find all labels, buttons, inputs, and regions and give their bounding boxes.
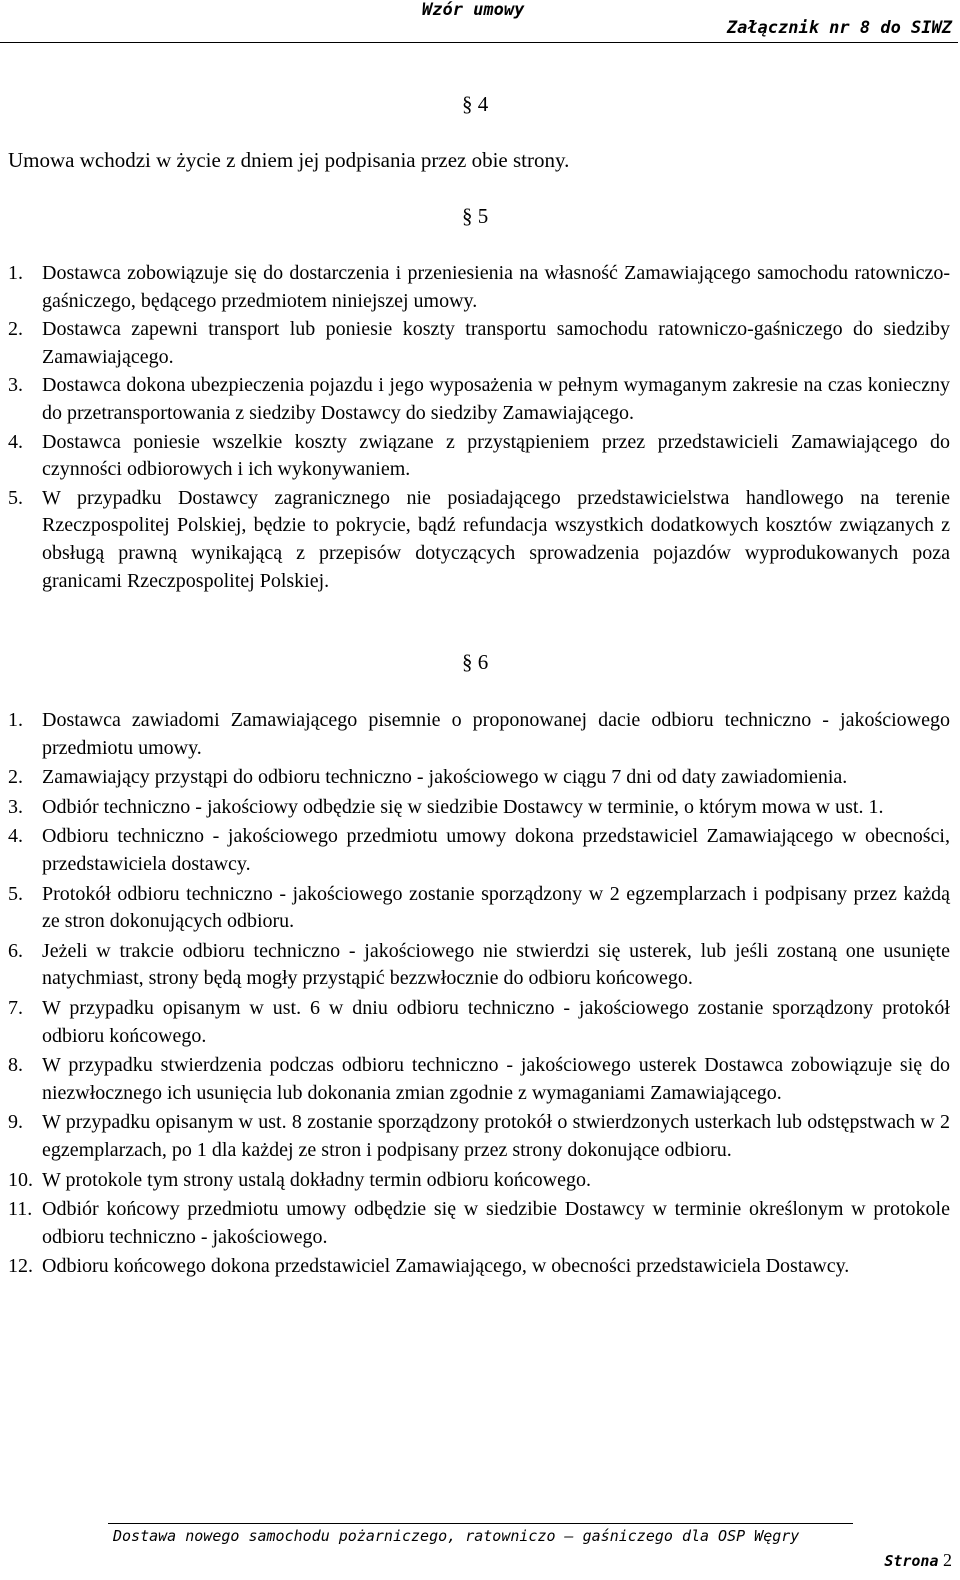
item-text: Odbioru techniczno - jakościowego przedmiotu umowy dokona przedstawiciel Zamawiającego w obecności, przedstawiciela dostawcy. xyxy=(42,825,950,875)
list-item xyxy=(8,316,950,371)
page-header xyxy=(0,0,960,44)
item-text: Odbioru końcowego dokona przedstawiciel Zamawiającego, w obecności przedstawiciela Dostawcy. xyxy=(42,1255,850,1278)
list-item xyxy=(8,1167,950,1195)
item-number: 4. xyxy=(8,825,23,848)
list-item xyxy=(8,429,950,484)
item-number: 4. xyxy=(8,430,23,453)
list-item xyxy=(8,485,950,595)
section-heading-5: § 5 xyxy=(462,204,489,228)
section-6-list xyxy=(8,707,950,1281)
item-number: 2. xyxy=(8,766,23,789)
item-text: Dostawca zawiadomi Zamawiającego pisemnie o proponowanej dacie odbioru techniczno - jakościowego przedmiotu umowy. xyxy=(42,709,950,759)
item-text: Dostawca dokona ubezpieczenia pojazdu i jego wyposażenia w pełnym wymaganym zakresie na czas konieczny do przetransportowania z siedziby Dostawcy do siedziby Zamawiającego. xyxy=(42,374,950,424)
item-text: Zamawiający przystąpi do odbioru techniczno - jakościowego w ciągu 7 dni od daty zawiadomienia. xyxy=(42,766,848,789)
list-item xyxy=(8,995,950,1050)
item-text: W przypadku opisanym w ust. 8 zostanie sporządzony protokół o stwierdzonych usterkach lub odstępstwach w 2 egzemplarzach, po 1 dla każdej ze stron i podpisany przez strony dokonujące odbioru. xyxy=(42,1111,950,1161)
item-text: Protokół odbioru techniczno - jakościowego zostanie sporządzony w 2 egzemplarzach i podpisany przez każdą ze stron dokonujących odbioru. xyxy=(42,882,950,933)
item-number: 9. xyxy=(8,1111,23,1134)
header-divider xyxy=(0,42,958,43)
item-text: Odbiór techniczno - jakościowy odbędzie się w siedzibie Dostawcy w terminie, o którym mowa w ust. 1. xyxy=(42,795,884,818)
item-text: Odbiór końcowy przedmiotu umowy odbędzie się w siedzibie Dostawcy w terminie określonym w protokole odbioru techniczno - jakościowego. xyxy=(42,1198,950,1248)
section-heading-6: § 6 xyxy=(462,650,489,674)
item-number: 1. xyxy=(8,262,23,284)
item-number: 7. xyxy=(8,996,23,1019)
list-item xyxy=(8,1052,950,1107)
item-text: Jeżeli w trakcie odbioru techniczno - jakościowego nie stwierdzi się usterek, lub jeśli zostaną one usunięte natychmiast, strony będą mogły przystąpić bezzwłocznie do odbioru końcowego. xyxy=(42,939,950,990)
item-text: Dostawca poniesie wszelkie koszty związane z przystąpieniem przez przedstawicieli Zamawiającego do czynności odbiorowych i ich wykonywaniem. xyxy=(42,430,950,481)
item-number: 5. xyxy=(8,486,23,509)
list-item xyxy=(8,764,950,792)
page-label: Strona xyxy=(884,1552,939,1570)
list-item xyxy=(8,260,950,315)
item-number: 5. xyxy=(8,882,23,905)
footer-divider xyxy=(108,1523,853,1524)
list-item xyxy=(8,1109,950,1164)
item-number: 10. xyxy=(8,1168,33,1191)
page-number xyxy=(884,1550,952,1571)
section-4-text: Umowa wchodzi w życie z dniem jej podpisania przez obie strony. xyxy=(8,148,570,172)
item-number: 3. xyxy=(8,795,23,818)
item-number: 6. xyxy=(8,939,23,962)
list-item xyxy=(8,372,950,427)
list-item xyxy=(8,823,950,878)
list-item xyxy=(8,794,950,822)
item-text: W protokole tym strony ustalą dokładny termin odbioru końcowego. xyxy=(42,1168,591,1191)
footer-title: Dostawa nowego samochodu pożarniczego, ratowniczo – gaśniczego dla OSP Węgry xyxy=(113,1527,800,1545)
item-text: Dostawca zapewni transport lub poniesie koszty transportu samochodu ratowniczo-gaśniczego do siedziby Zamawiającego. xyxy=(42,318,950,368)
item-text: Dostawca zobowiązuje się do dostarczenia i przeniesienia na własność Zamawiającego samochodu ratowniczo-gaśniczego, będącego przedmiotem niniejszej umowy. xyxy=(42,262,950,312)
list-item xyxy=(8,881,950,936)
item-number: 3. xyxy=(8,374,23,397)
item-number: 12. xyxy=(8,1255,33,1278)
list-item xyxy=(8,707,950,762)
page-number-value: 2 xyxy=(943,1550,952,1570)
section-5-list xyxy=(8,260,950,595)
item-number: 8. xyxy=(8,1054,23,1077)
item-number: 2. xyxy=(8,318,23,341)
item-number: 11. xyxy=(8,1198,33,1221)
item-text: W przypadku stwierdzenia podczas odbioru techniczno - jakościowego usterek Dostawca zobowiązuje się do niezwłocznego ich usunięcia lub dokonania zmian zgodnie z wymaganiami Zamawiającego. xyxy=(42,1054,950,1104)
item-text: W przypadku Dostawcy zagranicznego nie posiadającego przedstawicielstwa handlowego na terenie Rzeczpospolitej Polskiej, będzie to pokrycie, bądź refundacja wszystkich dodatkowych kosztów związanych z obsługą prawną wynikającą z przepisów dotyczących sprowadzenia pojazdów wyprodukowanych poza granicami Rzeczpospolitej Polskiej. xyxy=(42,486,950,592)
item-number: 1. xyxy=(8,709,23,731)
list-item xyxy=(8,1196,950,1251)
list-item xyxy=(8,1253,950,1281)
section-heading-4: § 4 xyxy=(462,92,489,116)
item-text: W przypadku opisanym w ust. 6 w dniu odbioru techniczno - jakościowego zostanie sporządzony protokół odbioru końcowego. xyxy=(42,996,950,1047)
header-attachment: Załącznik nr 8 do SIWZ xyxy=(726,18,952,38)
header-doc-type: Wzór umowy xyxy=(422,0,525,20)
list-item xyxy=(8,938,950,993)
